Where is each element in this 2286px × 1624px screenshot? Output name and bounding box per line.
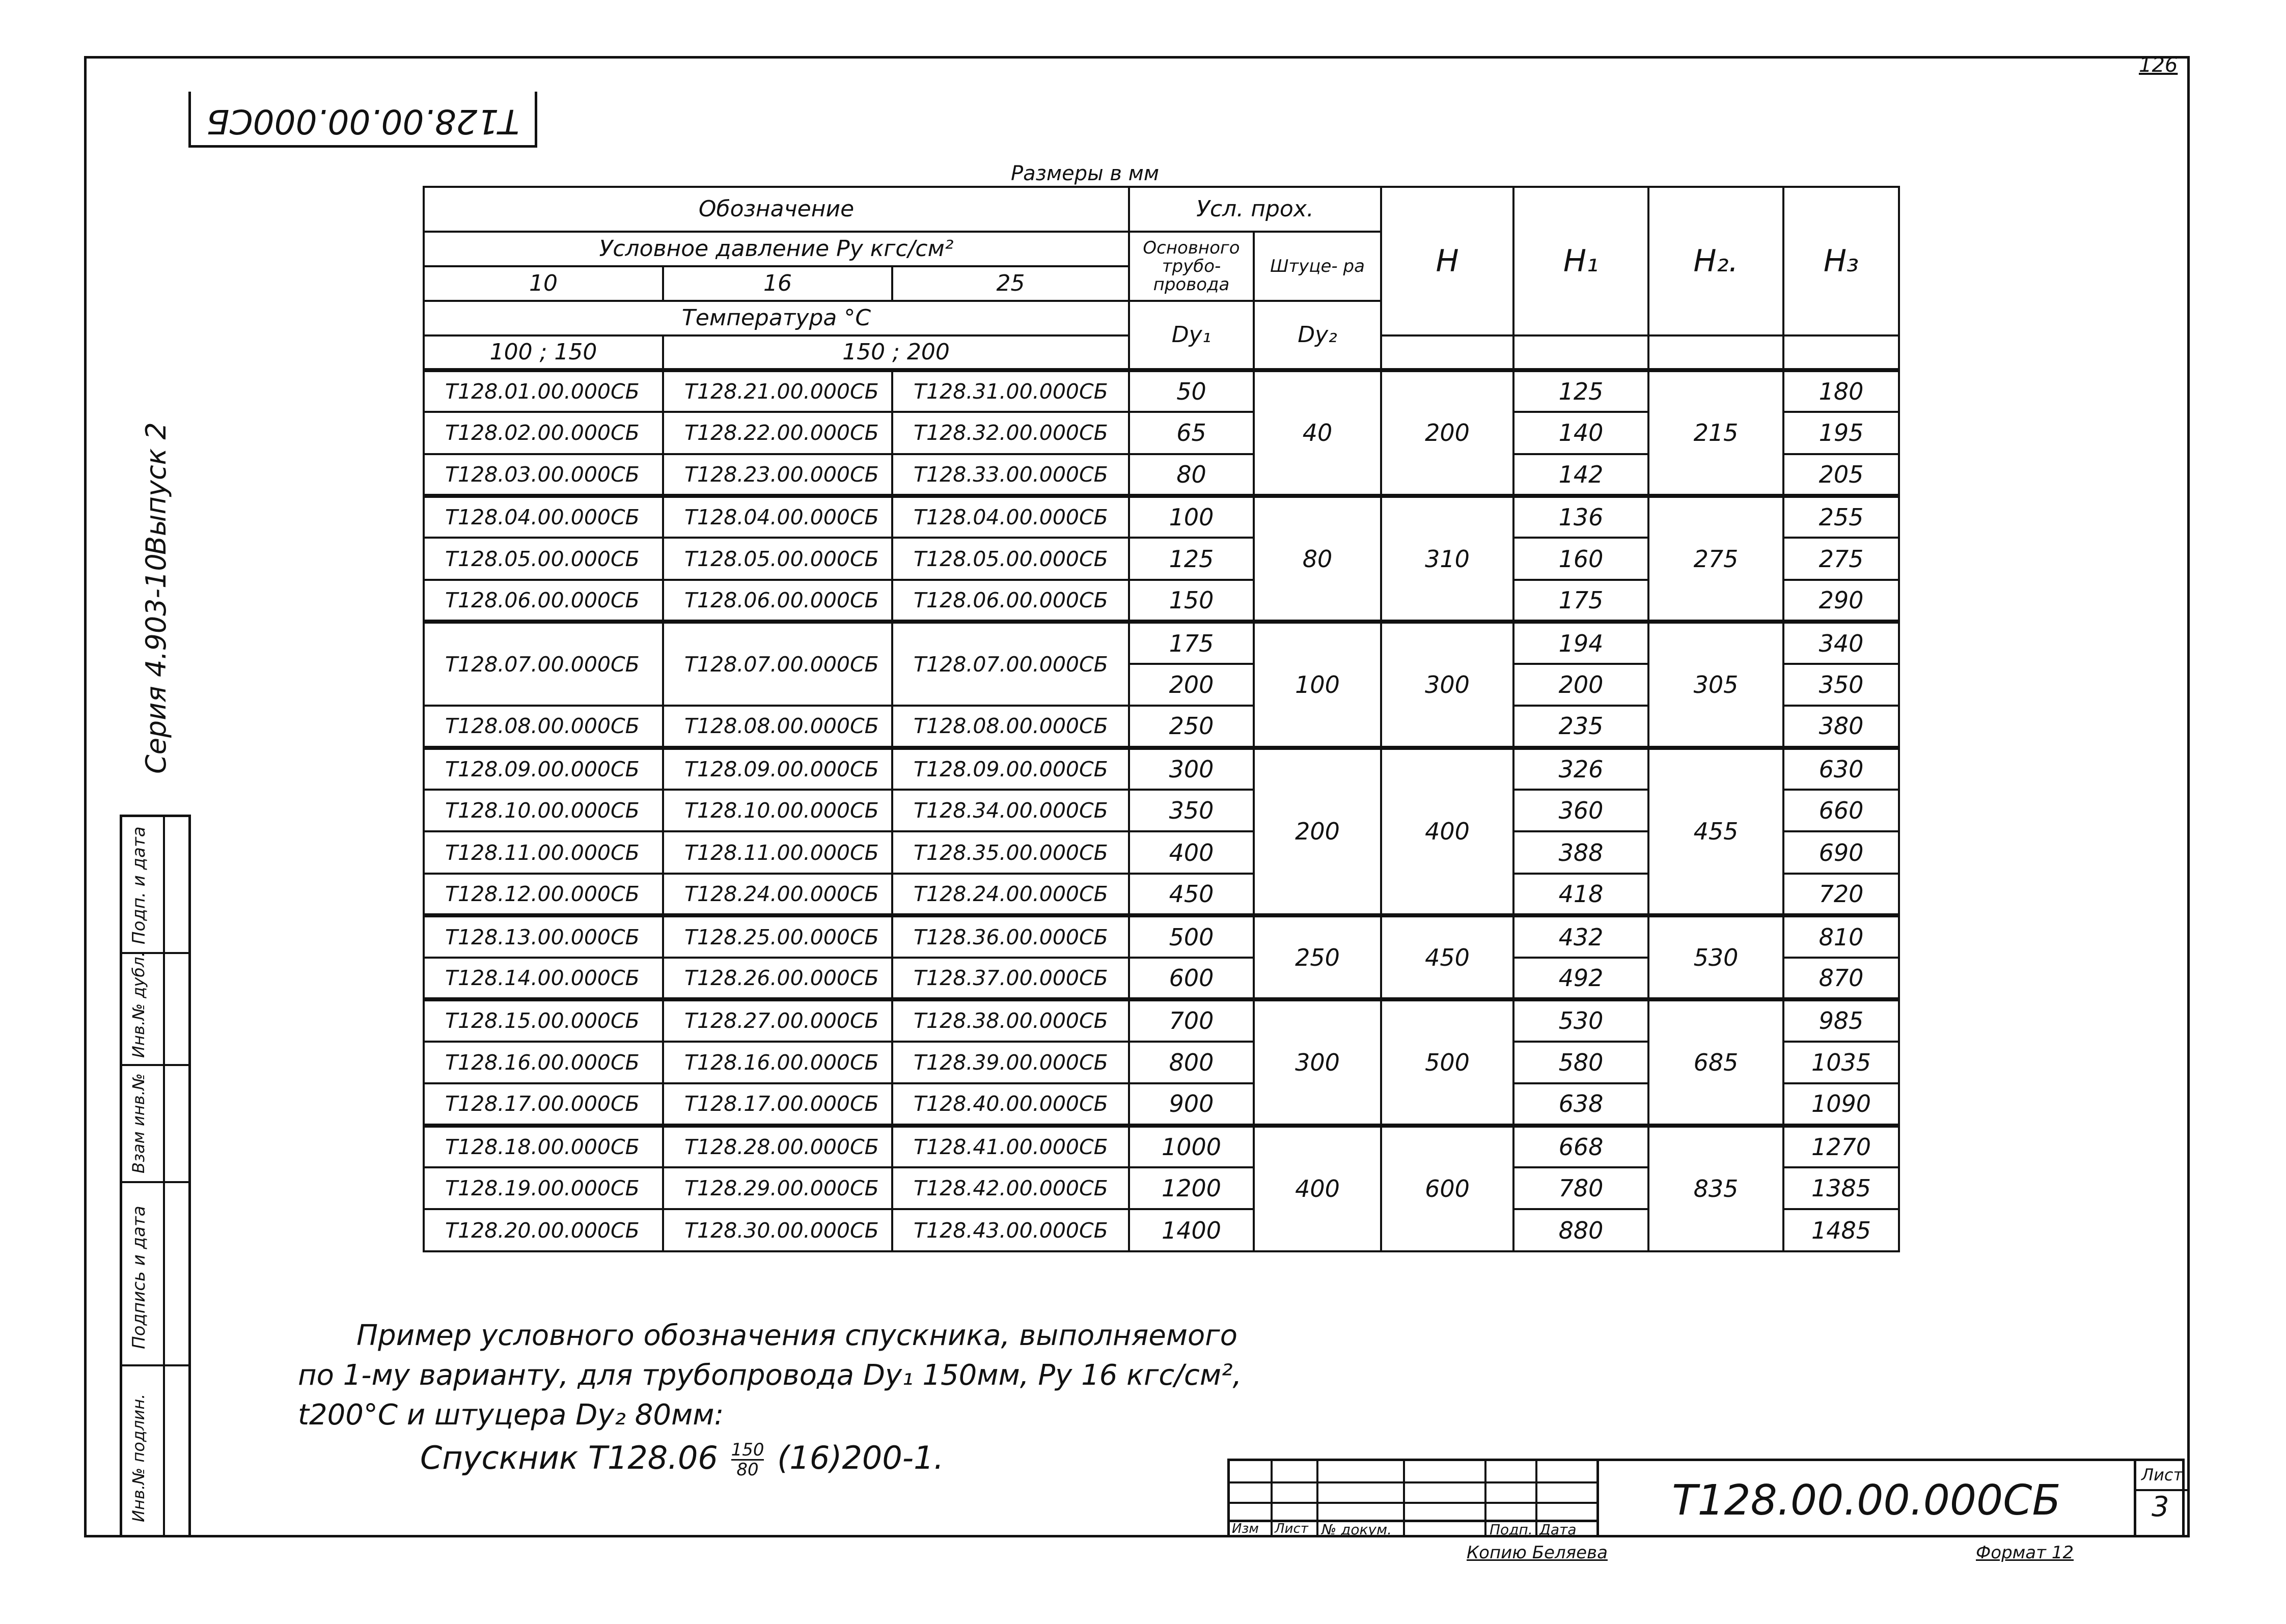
h3-cell: 660 xyxy=(1783,790,1899,831)
note-line-1: Пример условного обозначения спускника, выполняемого xyxy=(356,1319,1237,1352)
designation-pn25: Т128.04.00.000СБ xyxy=(892,496,1129,538)
designation-pn10: Т128.07.00.000СБ xyxy=(424,622,663,706)
header-main-pipe: Основного трубо- провода xyxy=(1129,232,1254,301)
dy2-cell: 250 xyxy=(1254,915,1381,999)
table-row xyxy=(424,370,1899,412)
h1-cell: 668 xyxy=(1513,1126,1648,1167)
header-usl-prox: Усл. прох. xyxy=(1129,187,1381,232)
note-example-prefix: Спускник Т128.06 xyxy=(420,1439,718,1476)
table-row xyxy=(424,999,1899,1041)
tb-label-sign: Подп. xyxy=(1490,1521,1533,1538)
designation-pn25: Т128.34.00.000СБ xyxy=(892,790,1129,831)
designation-pn25: Т128.41.00.000СБ xyxy=(892,1126,1129,1167)
designation-pn10: Т128.14.00.000СБ xyxy=(424,958,663,999)
designation-pn25: Т128.38.00.000СБ xyxy=(892,999,1129,1041)
designation-pn25: Т128.06.00.000СБ xyxy=(892,580,1129,622)
designation-pn25: Т128.32.00.000СБ xyxy=(892,412,1129,454)
header-h1: H₁ xyxy=(1513,187,1648,335)
designation-pn25: Т128.24.00.000СБ xyxy=(892,874,1129,915)
example-note xyxy=(298,1316,1242,1479)
tb-code: Т128.00.00.000СБ xyxy=(1672,1476,2061,1525)
designation-pn10: Т128.18.00.000СБ xyxy=(424,1126,663,1167)
designation-pn16: Т128.25.00.000СБ xyxy=(663,915,892,957)
designation-pn16: Т128.08.00.000СБ xyxy=(663,706,892,747)
designation-pn10: Т128.16.00.000СБ xyxy=(424,1042,663,1083)
dy1-cell: 175 xyxy=(1129,622,1254,663)
h-cell: 450 xyxy=(1381,915,1513,999)
h-cell: 300 xyxy=(1381,622,1513,747)
header-h3: H₃ xyxy=(1783,187,1899,335)
designation-pn16: Т128.07.00.000СБ xyxy=(663,622,892,706)
h1-cell: 432 xyxy=(1513,915,1648,957)
dy2-cell: 100 xyxy=(1254,622,1381,747)
designation-pn16: Т128.28.00.000СБ xyxy=(663,1126,892,1167)
h3-cell: 720 xyxy=(1783,874,1899,915)
dy1-cell: 100 xyxy=(1129,496,1254,538)
h1-cell: 880 xyxy=(1513,1209,1648,1251)
h-cell: 400 xyxy=(1381,748,1513,916)
h3-cell: 1485 xyxy=(1783,1209,1899,1251)
designation-pn16: Т128.10.00.000СБ xyxy=(663,790,892,831)
note-line-3: t200°С и штуцера Dy₂ 80мм: xyxy=(298,1398,724,1432)
h1-cell: 638 xyxy=(1513,1083,1648,1125)
designation-pn10: Т128.12.00.000СБ xyxy=(424,874,663,915)
designation-pn16: Т128.17.00.000СБ xyxy=(663,1083,892,1125)
tb-sheet-number: 3 xyxy=(2152,1491,2169,1523)
h3-cell: 255 xyxy=(1783,496,1899,538)
designation-pn25: Т128.42.00.000СБ xyxy=(892,1167,1129,1209)
h1-cell: 530 xyxy=(1513,999,1648,1041)
h1-cell: 418 xyxy=(1513,874,1648,915)
designation-pn16: Т128.26.00.000СБ xyxy=(663,958,892,999)
h2-cell: 455 xyxy=(1648,748,1783,916)
h2-cell: 305 xyxy=(1648,622,1783,747)
h3-cell: 690 xyxy=(1783,831,1899,873)
series-label: Серия 4.903-10 xyxy=(140,553,172,774)
designation-pn10: Т128.17.00.000СБ xyxy=(424,1083,663,1125)
dy1-cell: 700 xyxy=(1129,999,1254,1041)
table-row xyxy=(424,748,1899,790)
designation-pn25: Т128.07.00.000СБ xyxy=(892,622,1129,706)
h-cell: 310 xyxy=(1381,496,1513,622)
note-fraction-top: 150 xyxy=(731,1440,764,1461)
dy1-cell: 400 xyxy=(1129,831,1254,873)
top-code-box xyxy=(188,92,537,148)
header-dy1: Dy₁ xyxy=(1129,301,1254,370)
tb-label-list: Лист xyxy=(1275,1521,1308,1536)
h1-cell: 136 xyxy=(1513,496,1648,538)
h3-cell: 630 xyxy=(1783,748,1899,790)
h1-cell: 200 xyxy=(1513,664,1648,706)
designation-pn16: Т128.05.00.000СБ xyxy=(663,538,892,579)
dy2-cell: 80 xyxy=(1254,496,1381,622)
dy1-cell: 900 xyxy=(1129,1083,1254,1125)
header-filler-h xyxy=(1381,335,1513,370)
header-designation: Обозначение xyxy=(424,187,1129,232)
dy1-cell: 600 xyxy=(1129,958,1254,999)
h3-cell: 275 xyxy=(1783,538,1899,579)
designation-pn16: Т128.21.00.000СБ xyxy=(663,370,892,412)
dy2-cell: 300 xyxy=(1254,999,1381,1125)
designation-pn10: Т128.06.00.000СБ xyxy=(424,580,663,622)
h3-cell: 1035 xyxy=(1783,1042,1899,1083)
h3-cell: 180 xyxy=(1783,370,1899,412)
designation-pn25: Т128.05.00.000СБ xyxy=(892,538,1129,579)
dy1-cell: 450 xyxy=(1129,874,1254,915)
h1-cell: 492 xyxy=(1513,958,1648,999)
title-block xyxy=(1227,1459,2185,1537)
h1-cell: 235 xyxy=(1513,706,1648,747)
table-row xyxy=(424,1126,1899,1167)
designation-pn25: Т128.37.00.000СБ xyxy=(892,958,1129,999)
header-filler-h1 xyxy=(1513,335,1648,370)
dy1-cell: 80 xyxy=(1129,454,1254,496)
dy1-cell: 1400 xyxy=(1129,1209,1254,1251)
designation-pn10: Т128.19.00.000СБ xyxy=(424,1167,663,1209)
designation-pn10: Т128.04.00.000СБ xyxy=(424,496,663,538)
header-t2: 150 ; 200 xyxy=(663,335,1129,370)
issue-label: Выпуск 2 xyxy=(140,422,172,555)
format-label: Формат 12 xyxy=(1976,1543,2074,1563)
h1-cell: 194 xyxy=(1513,622,1648,663)
h3-cell: 380 xyxy=(1783,706,1899,747)
designation-pn25: Т128.43.00.000СБ xyxy=(892,1209,1129,1251)
designation-pn16: Т128.04.00.000СБ xyxy=(663,496,892,538)
h3-cell: 290 xyxy=(1783,580,1899,622)
designation-pn10: Т128.15.00.000СБ xyxy=(424,999,663,1041)
header-p16: 16 xyxy=(663,266,892,301)
h3-cell: 195 xyxy=(1783,412,1899,454)
header-filler-h3 xyxy=(1783,335,1899,370)
dy1-cell: 500 xyxy=(1129,915,1254,957)
side-stamp xyxy=(120,815,191,1537)
h1-cell: 142 xyxy=(1513,454,1648,496)
designation-pn25: Т128.35.00.000СБ xyxy=(892,831,1129,873)
dy1-cell: 125 xyxy=(1129,538,1254,579)
h1-cell: 360 xyxy=(1513,790,1648,831)
stamp-dup-inv: Инв.№ дубл. xyxy=(129,951,148,1058)
designation-pn25: Т128.09.00.000СБ xyxy=(892,748,1129,790)
h2-cell: 215 xyxy=(1648,370,1783,496)
header-fitting: Штуце- ра xyxy=(1254,232,1381,301)
note-fraction-bottom: 80 xyxy=(736,1460,759,1480)
h3-cell: 205 xyxy=(1783,454,1899,496)
designation-pn10: Т128.01.00.000СБ xyxy=(424,370,663,412)
designation-pn10: Т128.03.00.000СБ xyxy=(424,454,663,496)
designation-pn10: Т128.05.00.000СБ xyxy=(424,538,663,579)
h1-cell: 580 xyxy=(1513,1042,1648,1083)
designation-pn16: Т128.30.00.000СБ xyxy=(663,1209,892,1251)
designation-pn10: Т128.20.00.000СБ xyxy=(424,1209,663,1251)
tb-label-date: Дата xyxy=(1539,1521,1577,1538)
designation-pn16: Т128.22.00.000СБ xyxy=(663,412,892,454)
tb-label-doc: № докум. xyxy=(1321,1521,1392,1538)
dy1-cell: 65 xyxy=(1129,412,1254,454)
dy2-cell: 40 xyxy=(1254,370,1381,496)
designation-pn16: Т128.11.00.000СБ xyxy=(663,831,892,873)
table-row xyxy=(424,915,1899,957)
dy1-cell: 50 xyxy=(1129,370,1254,412)
h1-cell: 140 xyxy=(1513,412,1648,454)
stamp-sign-date-2: Подпись и дата xyxy=(129,1206,149,1349)
page-number: 126 xyxy=(2139,53,2178,77)
tb-label-izm: Изм xyxy=(1232,1521,1259,1536)
dy1-cell: 150 xyxy=(1129,580,1254,622)
h1-cell: 780 xyxy=(1513,1167,1648,1209)
top-code: Т128.00.00.000СБ xyxy=(206,102,519,141)
dy1-cell: 200 xyxy=(1129,664,1254,706)
designation-pn16: Т128.24.00.000СБ xyxy=(663,874,892,915)
dy1-cell: 1000 xyxy=(1129,1126,1254,1167)
dy2-cell: 200 xyxy=(1254,748,1381,916)
designation-pn10: Т128.13.00.000СБ xyxy=(424,915,663,957)
header-p10: 10 xyxy=(424,266,663,301)
designation-pn10: Т128.08.00.000СБ xyxy=(424,706,663,747)
h3-cell: 985 xyxy=(1783,999,1899,1041)
table-row xyxy=(424,622,1899,663)
designation-pn16: Т128.16.00.000СБ xyxy=(663,1042,892,1083)
designation-pn10: Т128.09.00.000СБ xyxy=(424,748,663,790)
copied-by: Копию Беляева xyxy=(1467,1543,1608,1563)
h1-cell: 160 xyxy=(1513,538,1648,579)
table-row xyxy=(424,496,1899,538)
h3-cell: 1090 xyxy=(1783,1083,1899,1125)
note-line-2: по 1-му варианту, для трубопровода Dy₁ 150мм, Ру 16 кгс/см², xyxy=(298,1359,1242,1392)
designation-pn16: Т128.23.00.000СБ xyxy=(663,454,892,496)
designation-pn25: Т128.08.00.000СБ xyxy=(892,706,1129,747)
designation-pn25: Т128.33.00.000СБ xyxy=(892,454,1129,496)
h3-cell: 340 xyxy=(1783,622,1899,663)
dy1-cell: 800 xyxy=(1129,1042,1254,1083)
h2-cell: 685 xyxy=(1648,999,1783,1125)
dy1-cell: 250 xyxy=(1129,706,1254,747)
header-h: H xyxy=(1381,187,1513,335)
dy1-cell: 300 xyxy=(1129,748,1254,790)
designation-pn16: Т128.27.00.000СБ xyxy=(663,999,892,1041)
header-t1: 100 ; 150 xyxy=(424,335,663,370)
note-line-4 xyxy=(298,1438,1242,1479)
h1-cell: 326 xyxy=(1513,748,1648,790)
stamp-repl-inv: Взам инв.№ xyxy=(129,1073,148,1173)
designation-pn25: Т128.36.00.000СБ xyxy=(892,915,1129,957)
dy1-cell: 350 xyxy=(1129,790,1254,831)
designation-pn16: Т128.29.00.000СБ xyxy=(663,1167,892,1209)
header-pressure: Условное давление Ру кгс/см² xyxy=(424,232,1129,266)
spec-table xyxy=(423,186,1900,1252)
h1-cell: 125 xyxy=(1513,370,1648,412)
designation-pn10: Т128.10.00.000СБ xyxy=(424,790,663,831)
h2-cell: 530 xyxy=(1648,915,1783,999)
header-temperature: Температура °С xyxy=(424,301,1129,335)
tb-sheet-label: Лист xyxy=(2141,1465,2183,1485)
h1-cell: 175 xyxy=(1513,580,1648,622)
designation-pn25: Т128.31.00.000СБ xyxy=(892,370,1129,412)
designation-pn16: Т128.06.00.000СБ xyxy=(663,580,892,622)
designation-pn10: Т128.11.00.000СБ xyxy=(424,831,663,873)
note-example-suffix: (16)200-1. xyxy=(777,1439,944,1476)
units-note: Размеры в мм xyxy=(1011,162,1160,185)
designation-pn10: Т128.02.00.000СБ xyxy=(424,412,663,454)
h3-cell: 1385 xyxy=(1783,1167,1899,1209)
header-filler-h2 xyxy=(1648,335,1783,370)
designation-pn25: Т128.39.00.000СБ xyxy=(892,1042,1129,1083)
h3-cell: 810 xyxy=(1783,915,1899,957)
table-data xyxy=(424,370,1899,1251)
h2-cell: 835 xyxy=(1648,1126,1783,1251)
h3-cell: 870 xyxy=(1783,958,1899,999)
dy2-cell: 400 xyxy=(1254,1126,1381,1251)
note-fraction xyxy=(731,1441,764,1479)
h3-cell: 1270 xyxy=(1783,1126,1899,1167)
h-cell: 200 xyxy=(1381,370,1513,496)
designation-pn16: Т128.09.00.000СБ xyxy=(663,748,892,790)
h2-cell: 275 xyxy=(1648,496,1783,622)
header-h2: H₂. xyxy=(1648,187,1783,335)
h1-cell: 388 xyxy=(1513,831,1648,873)
designation-pn25: Т128.40.00.000СБ xyxy=(892,1083,1129,1125)
header-p25: 25 xyxy=(892,266,1129,301)
h-cell: 600 xyxy=(1381,1126,1513,1251)
h-cell: 500 xyxy=(1381,999,1513,1125)
h3-cell: 350 xyxy=(1783,664,1899,706)
dy1-cell: 1200 xyxy=(1129,1167,1254,1209)
stamp-sign-date-1: Подп. и дата xyxy=(129,826,149,944)
stamp-orig-inv: Инв.№ подлин. xyxy=(129,1393,148,1522)
header-dy2: Dy₂ xyxy=(1254,301,1381,370)
